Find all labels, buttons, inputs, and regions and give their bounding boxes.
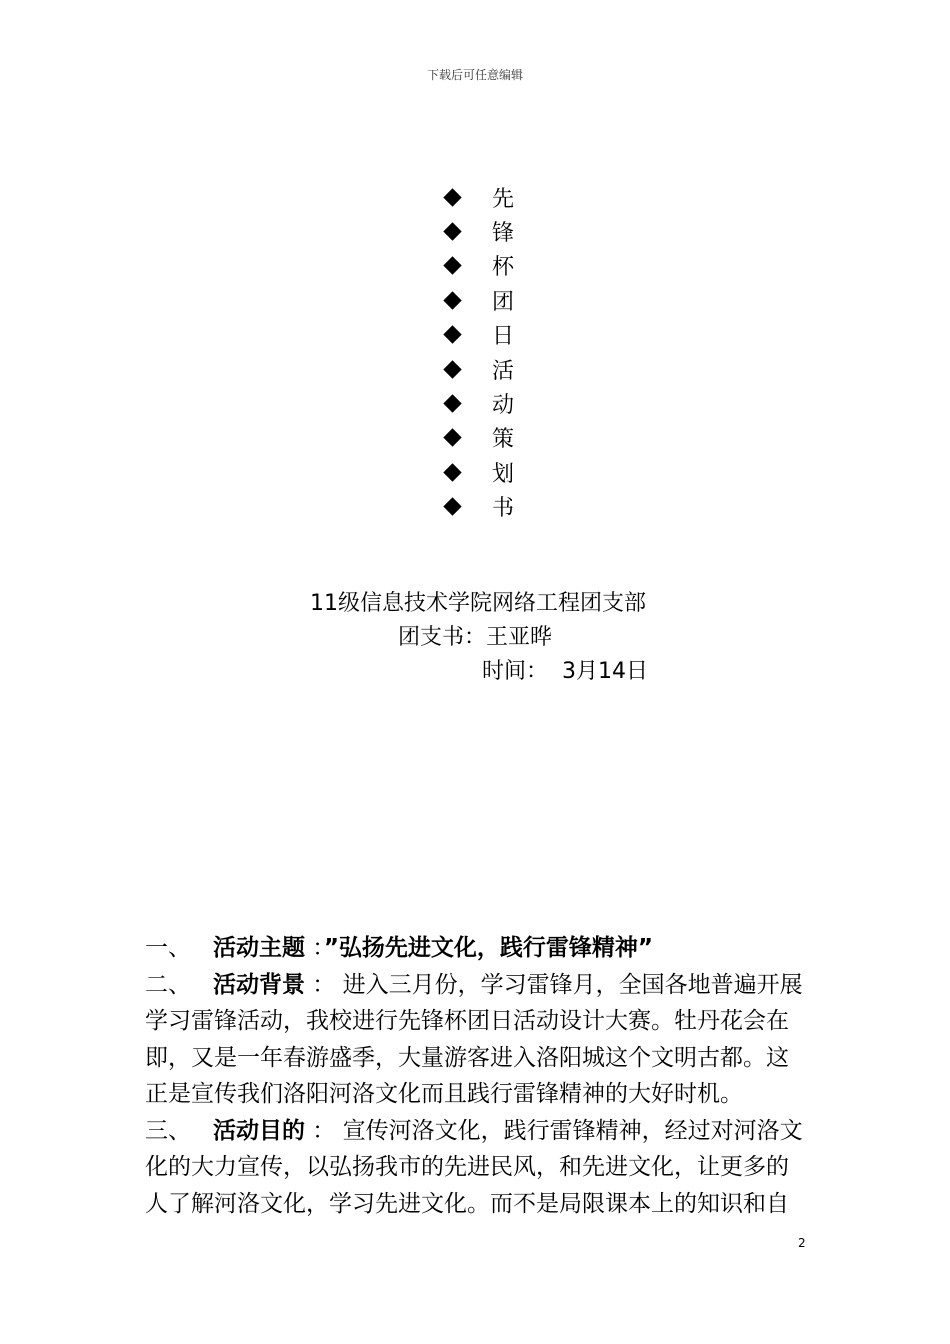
title-row — [440, 214, 560, 248]
section-theme — [145, 930, 810, 967]
title-row — [440, 249, 560, 283]
section-separator: ： — [305, 971, 336, 998]
page-header-note: 下载后可任意编辑 — [426, 68, 523, 82]
title-char: 锋 — [492, 221, 515, 247]
title-char: 划 — [492, 461, 515, 487]
title-char: 团 — [492, 289, 515, 315]
title-char: 杯 — [492, 255, 515, 281]
title-char: 日 — [492, 324, 515, 350]
section-heading: 活动目的 — [213, 1117, 305, 1144]
diamond-bullet-icon — [443, 394, 461, 412]
title-row — [440, 180, 560, 214]
diamond-bullet-icon — [443, 291, 461, 309]
diamond-bullet-icon — [443, 360, 461, 378]
section-heading: 活动背景 — [213, 971, 305, 998]
diamond-bullet-icon — [443, 222, 461, 240]
title-char: 书 — [492, 496, 515, 522]
secretary-label: 团支书： — [398, 625, 487, 650]
section-number: 二、 — [145, 971, 191, 998]
diamond-bullet-icon — [443, 188, 461, 206]
title-char: 先 — [492, 186, 515, 212]
diamond-bullet-icon — [443, 498, 461, 516]
page-number: 2 — [798, 1236, 806, 1250]
organization-name: 11级信息技术学院网络工程团支部 — [310, 591, 646, 616]
title-row — [440, 318, 560, 352]
date-value: 3月14日 — [562, 659, 649, 684]
title-row — [440, 352, 560, 386]
date-label: 时间： — [482, 659, 549, 684]
vertical-title — [440, 180, 560, 524]
diamond-bullet-icon — [443, 429, 461, 447]
title-row — [440, 283, 560, 317]
title-row — [440, 386, 560, 420]
secretary-name: 王亚晔 — [486, 625, 553, 650]
title-row — [440, 421, 560, 455]
diamond-bullet-icon — [443, 463, 461, 481]
section-text: ”弘扬先进文化，践行雷锋精神” — [323, 935, 654, 961]
section-separator: ： — [305, 935, 324, 961]
title-char: 活 — [492, 358, 515, 384]
section-number: 三、 — [145, 1117, 191, 1144]
section-background — [145, 967, 810, 1113]
section-text: 宣传河洛文化，践行雷锋精神，经过对河洛文化的大力宣传，以弘扬我市的先进民风，和先进文化，让更多的人了解河洛文化，学习先进文化。而不是局限课本上的知识和自 — [145, 1117, 803, 1217]
title-row — [440, 490, 560, 524]
section-text: 进入三月份，学习雷锋月，全国各地普遍开展学习雷锋活动，我校进行先锋杯团日活动设计大赛。牡丹花会在即，又是一年春游盛季，大量游客进入洛阳城这个文明古都。这正是宣传我们洛阳河洛文化而且践行雷锋精神的大好时机。 — [145, 971, 803, 1107]
secretary-line — [398, 620, 552, 651]
title-char: 动 — [492, 393, 515, 419]
title-row — [440, 455, 560, 489]
diamond-bullet-icon — [443, 257, 461, 275]
date-line — [482, 654, 648, 685]
section-separator: ： — [305, 1117, 336, 1144]
section-heading: 活动主题 — [213, 935, 305, 961]
diamond-bullet-icon — [443, 326, 461, 344]
section-number: 一、 — [145, 935, 191, 961]
section-purpose — [145, 1113, 810, 1223]
body-sections — [145, 930, 810, 1222]
title-char: 策 — [492, 427, 515, 453]
